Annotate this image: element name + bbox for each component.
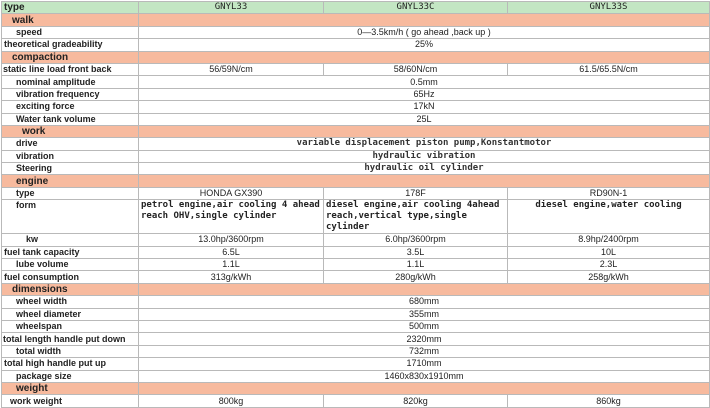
section-title: dimensions xyxy=(2,283,139,295)
table-row xyxy=(2,63,710,75)
table-row xyxy=(2,333,710,345)
table-row xyxy=(2,395,710,407)
row-label: package size xyxy=(2,370,139,382)
row-value: hydraulic vibration xyxy=(139,150,710,162)
row-value: 860kg xyxy=(508,395,710,407)
section-work xyxy=(2,125,710,137)
row-label: theoretical gradeability xyxy=(2,39,139,51)
section-engine xyxy=(2,175,710,187)
spec-table xyxy=(1,1,710,408)
row-value: 3.5L xyxy=(324,246,508,258)
row-label: wheel diameter xyxy=(2,308,139,320)
row-label: nominal amplitude xyxy=(2,76,139,88)
row-label: vibration frequency xyxy=(2,88,139,100)
row-value: variable displacement piston pump,Konstantmotor xyxy=(139,138,710,150)
row-value: 25% xyxy=(139,39,710,51)
section-title: engine xyxy=(2,175,139,187)
table-row xyxy=(2,308,710,320)
table-row xyxy=(2,320,710,332)
row-value: 680mm xyxy=(139,296,710,308)
row-label: static line load front back xyxy=(2,63,139,75)
row-value: 800kg xyxy=(139,395,324,407)
section-compaction xyxy=(2,51,710,63)
table-row xyxy=(2,358,710,370)
table-row xyxy=(2,200,710,234)
row-value: RD90N-1 xyxy=(508,187,710,199)
row-value: 355mm xyxy=(139,308,710,320)
row-label: Steering xyxy=(2,163,139,175)
table-row xyxy=(2,101,710,113)
table-row xyxy=(2,259,710,271)
row-label: drive xyxy=(2,138,139,150)
row-value: 1460x830x1910mm xyxy=(139,370,710,382)
row-value: 732mm xyxy=(139,345,710,357)
row-value: 0—3.5km/h ( go ahead ,back up ) xyxy=(139,26,710,38)
row-label: fuel tank capacity xyxy=(2,246,139,258)
table-row xyxy=(2,271,710,283)
row-value: hydraulic oil cylinder xyxy=(139,163,710,175)
table-row xyxy=(2,187,710,199)
type-header: type xyxy=(2,2,139,14)
table-row xyxy=(2,39,710,51)
row-value: 6.5L xyxy=(139,246,324,258)
row-value: diesel engine,air cooling 4ahead reach,vertical type,single cylinder xyxy=(324,200,508,234)
table-row xyxy=(2,88,710,100)
row-value: 65Hz xyxy=(139,88,710,100)
table-row xyxy=(2,113,710,125)
row-label: total length handle put down xyxy=(2,333,139,345)
row-label: work weight xyxy=(2,395,139,407)
row-label: exciting force xyxy=(2,101,139,113)
section-walk xyxy=(2,14,710,26)
table-row xyxy=(2,246,710,258)
row-label: total high handle put up xyxy=(2,358,139,370)
row-label: speed xyxy=(2,26,139,38)
row-label: type xyxy=(2,187,139,199)
table-row xyxy=(2,296,710,308)
row-label: Water tank volume xyxy=(2,113,139,125)
row-value: 820kg xyxy=(324,395,508,407)
table-row xyxy=(2,150,710,162)
model-header-2: GNYL33C xyxy=(324,2,508,14)
row-value: 178F xyxy=(324,187,508,199)
row-label: total width xyxy=(2,345,139,357)
section-title: work xyxy=(2,125,139,137)
table-row xyxy=(2,345,710,357)
row-value: 0.5mm xyxy=(139,76,710,88)
row-value: 17kN xyxy=(139,101,710,113)
row-value: 258g/kWh xyxy=(508,271,710,283)
table-row xyxy=(2,370,710,382)
row-value: 13.0hp/3600rpm xyxy=(139,234,324,246)
row-value: 56/59N/cm xyxy=(139,63,324,75)
row-value: 61.5/65.5N/cm xyxy=(508,63,710,75)
table-row xyxy=(2,76,710,88)
table-row xyxy=(2,163,710,175)
row-label: wheel width xyxy=(2,296,139,308)
row-value: HONDA GX390 xyxy=(139,187,324,199)
row-value: 313g/kWh xyxy=(139,271,324,283)
row-value: 500mm xyxy=(139,320,710,332)
table-row xyxy=(2,138,710,150)
row-value: diesel engine,water cooling xyxy=(508,200,710,234)
row-value: 2.3L xyxy=(508,259,710,271)
row-value: 1710mm xyxy=(139,358,710,370)
row-value: petrol engine,air cooling 4 ahead reach OHV,single cylinder xyxy=(139,200,324,234)
table-row xyxy=(2,234,710,246)
row-value: 1.1L xyxy=(324,259,508,271)
section-title: compaction xyxy=(2,51,139,63)
row-value: 280g/kWh xyxy=(324,271,508,283)
row-label: wheelspan xyxy=(2,320,139,332)
model-header-3: GNYL33S xyxy=(508,2,710,14)
header-row xyxy=(2,2,710,14)
row-value: 1.1L xyxy=(139,259,324,271)
row-label: form xyxy=(2,200,139,234)
row-label: fuel consumption xyxy=(2,271,139,283)
row-value: 58/60N/cm xyxy=(324,63,508,75)
section-dimensions xyxy=(2,283,710,295)
section-title: weight xyxy=(2,382,139,394)
row-label: lube volume xyxy=(2,259,139,271)
section-weight xyxy=(2,382,710,394)
table-row xyxy=(2,26,710,38)
row-label: vibration xyxy=(2,150,139,162)
row-value: 10L xyxy=(508,246,710,258)
row-value: 6.0hp/3600rpm xyxy=(324,234,508,246)
model-header-1: GNYL33 xyxy=(139,2,324,14)
row-value: 8.9hp/2400rpm xyxy=(508,234,710,246)
section-title: walk xyxy=(2,14,139,26)
row-value: 25L xyxy=(139,113,710,125)
row-label: kw xyxy=(2,234,139,246)
row-value: 2320mm xyxy=(139,333,710,345)
